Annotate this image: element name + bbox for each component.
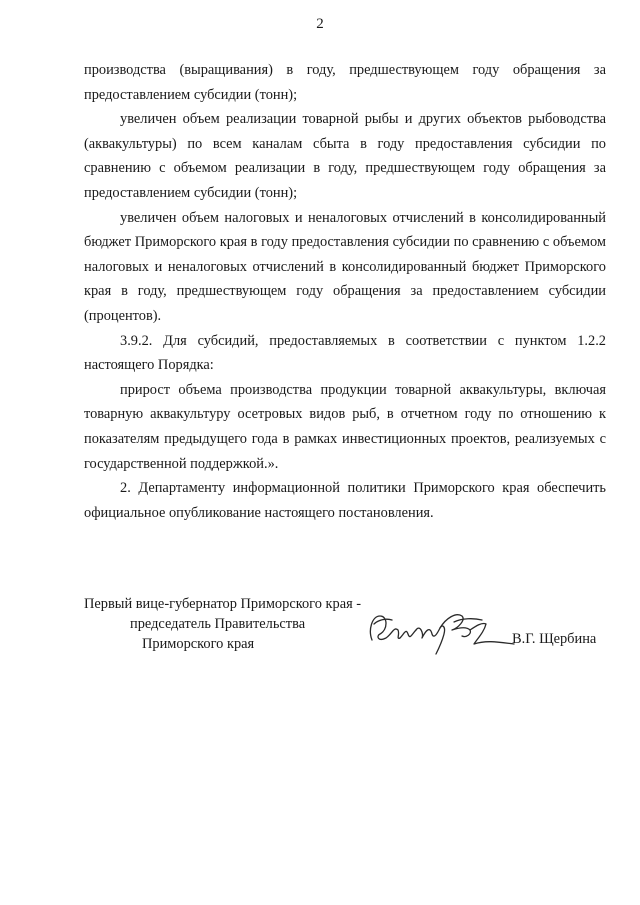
signatory-title-line1: Первый вице-губернатор Приморского края -: [84, 596, 362, 612]
signatory-title-line3: Приморского края: [142, 636, 255, 652]
paragraph-sales-volume: увеличен объем реализации товарной рыбы и других объектов рыбоводства (аквакультуры) по всем каналам сбыта в году предоставления субсидии по сравнению с объемом реализации в году, предшествующем году обращения за предоставлением субсидии (тонн);: [84, 111, 606, 201]
paragraph-department-order: 2. Департаменту информационной политики Приморского края обеспечить официальное опубликование настоящего постановления.: [84, 480, 606, 521]
signatory-title: [84, 594, 361, 654]
signatory-title-line2: председатель Правительства: [130, 616, 306, 632]
page-number: 2: [316, 16, 324, 32]
paragraph-production-growth: прирост объема производства продукции товарной аквакультуры, включая товарную аквакультуру осетровых видов рыб, в отчетном году по отношению к показателям предыдущего года в рамках инвестиционных проектов, реализуемых с государственной поддержкой.».: [84, 381, 606, 472]
paragraph-section-3-9-2: 3.9.2. Для субсидий, предоставляемых в соответствии с пунктом 1.2.2 настоящего Порядка:: [84, 332, 606, 374]
paragraph-continuation: производства (выращивания) в году, предшествующем году обращения за предоставлением субсидии (тонн);: [84, 62, 606, 103]
paragraph-tax-deductions: увеличен объем налоговых и неналоговых отчислений в консолидированный бюджет Приморского края в году предоставления субсидии по сравнению с объемом налоговых и неналоговых отчислений в консолидированный бюджет Приморского края в году, предшествующем году обращения за предоставлением субсидии (процентов).: [84, 209, 606, 324]
signer-name: В.Г. Щербина: [512, 631, 597, 647]
handwritten-signature: [366, 604, 516, 662]
document-body: [84, 58, 606, 525]
